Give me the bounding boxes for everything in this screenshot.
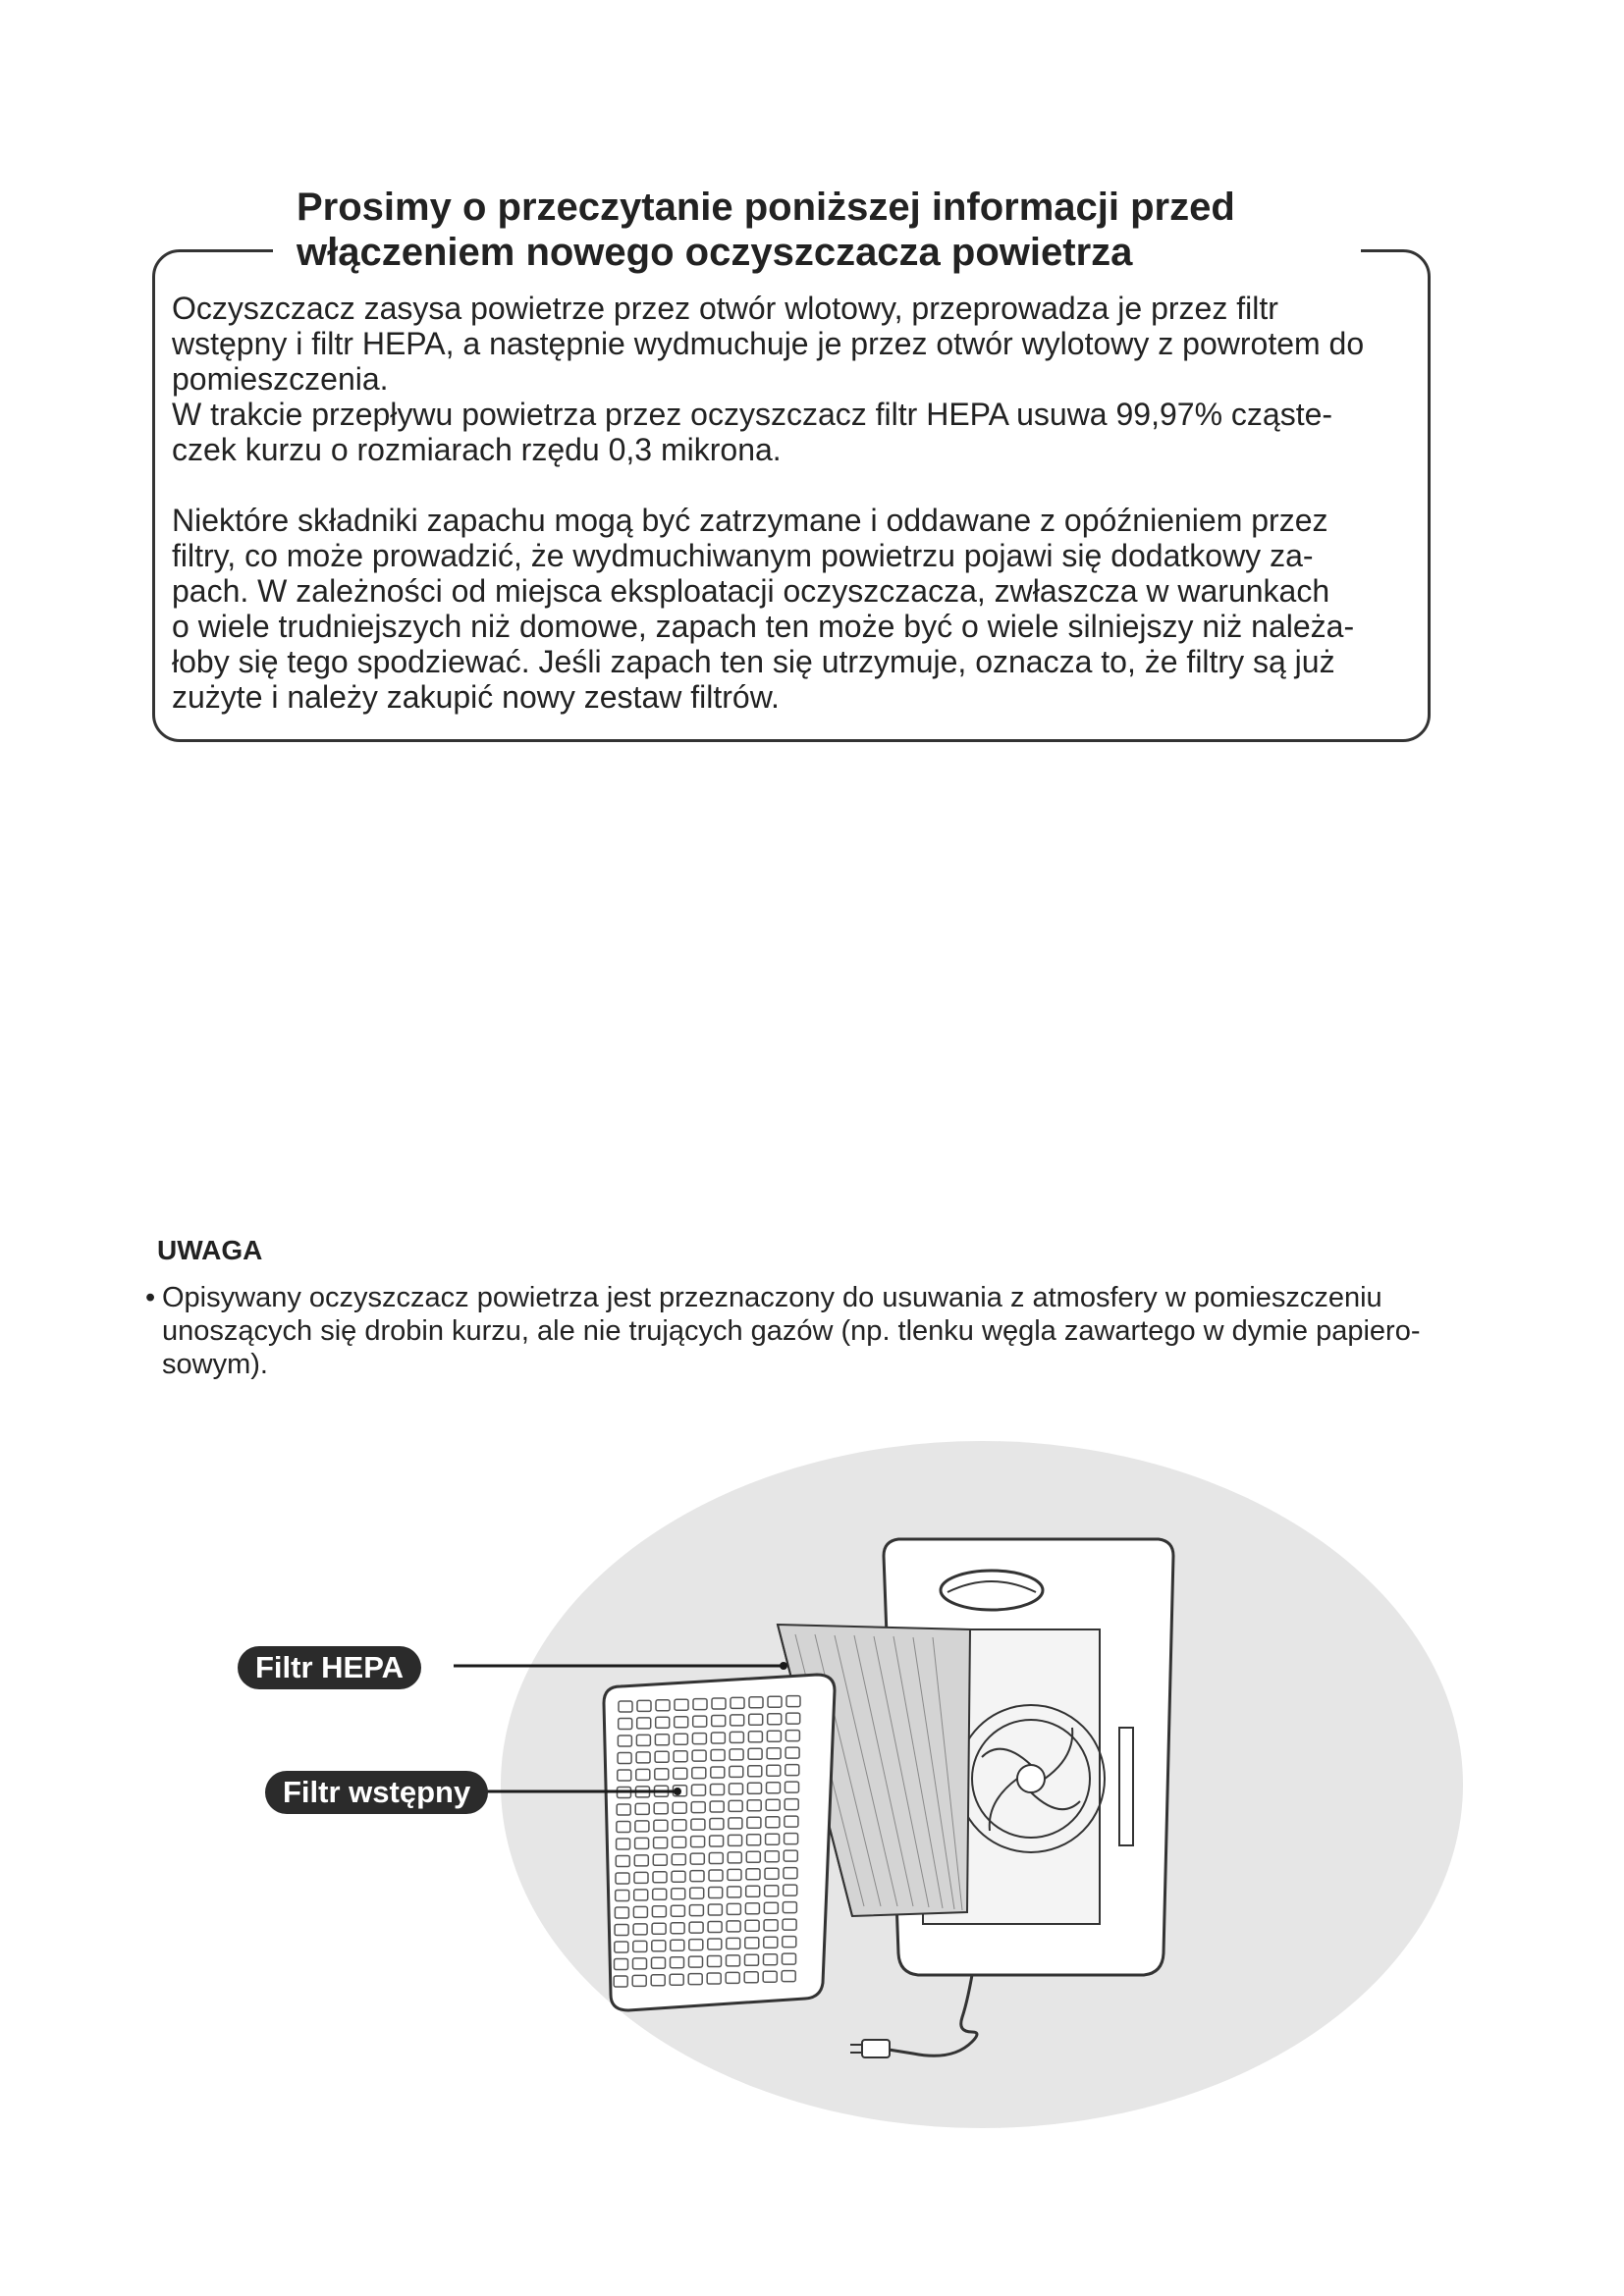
grid-cell bbox=[634, 1872, 648, 1883]
grid-cell bbox=[619, 1719, 632, 1730]
grid-cell bbox=[766, 1834, 780, 1844]
grid-cell bbox=[764, 1902, 778, 1913]
grid-cell bbox=[710, 1819, 724, 1830]
hepa-filter bbox=[778, 1625, 970, 1916]
grid-cell bbox=[786, 1713, 800, 1724]
notice-paragraph-2 bbox=[172, 503, 1419, 715]
grid-cell bbox=[633, 1958, 647, 1969]
grid-cell bbox=[689, 1940, 703, 1950]
grid-cell bbox=[637, 1700, 651, 1711]
grid-cell bbox=[748, 1732, 762, 1742]
grid-cell bbox=[785, 1765, 799, 1776]
grid-cell bbox=[763, 1971, 777, 1982]
grid-cell bbox=[652, 1957, 666, 1968]
grid-cell bbox=[615, 1959, 628, 1970]
grid-cell bbox=[654, 1820, 668, 1831]
grid-cell bbox=[636, 1735, 650, 1745]
grid-cell bbox=[674, 1786, 687, 1796]
grid-cell bbox=[652, 1941, 666, 1951]
grid-cell bbox=[710, 1836, 724, 1846]
text-line: pach. W zależności od miejsca eksploatacji oczyszczacza, zwłaszcza w warunkach bbox=[172, 573, 1330, 609]
grid-cell bbox=[654, 1803, 668, 1814]
grid-cell bbox=[693, 1699, 707, 1710]
grid-cell bbox=[782, 1971, 795, 1982]
warning-title: UWAGA bbox=[157, 1235, 263, 1265]
grid-cell bbox=[784, 1885, 797, 1896]
grid-cell bbox=[748, 1766, 762, 1777]
grid-cell bbox=[653, 1872, 667, 1883]
grid-cell bbox=[731, 1697, 744, 1708]
fan-icon bbox=[957, 1705, 1105, 1852]
grid-cell bbox=[765, 1868, 779, 1879]
grid-cell bbox=[730, 1784, 743, 1794]
notice-title-line: włączeniem nowego oczyszczacza powietrza bbox=[297, 231, 1133, 274]
grid-cell bbox=[637, 1718, 651, 1729]
text-line: sowym). bbox=[162, 1349, 268, 1380]
grid-cell bbox=[727, 1903, 740, 1914]
text-line: Niektóre składniki zapachu mogą być zatrzymane i oddawane z opóźnieniem przez bbox=[172, 503, 1328, 538]
text-line: zużyte i należy zakupić nowy zestaw filtrów. bbox=[172, 679, 780, 715]
grid-cell bbox=[785, 1799, 798, 1810]
grid-cell bbox=[746, 1851, 760, 1862]
grid-cell bbox=[673, 1820, 686, 1831]
grid-cell bbox=[633, 1906, 647, 1917]
grid-cell bbox=[709, 1870, 723, 1881]
grid-cell bbox=[785, 1816, 798, 1827]
grid-cell bbox=[689, 1905, 703, 1916]
grid-cell bbox=[709, 1888, 723, 1898]
purifier-body bbox=[884, 1539, 1173, 1975]
grid-cell bbox=[785, 1747, 799, 1758]
grid-cell bbox=[748, 1748, 762, 1759]
grid-cell bbox=[710, 1801, 724, 1812]
grid-cell bbox=[729, 1800, 742, 1811]
grid-cell bbox=[691, 1837, 705, 1847]
grid-cell bbox=[636, 1787, 650, 1797]
grid-cell bbox=[783, 1937, 796, 1948]
grid-cell bbox=[674, 1768, 687, 1779]
grid-cell bbox=[656, 1717, 670, 1728]
grid-cell bbox=[727, 1955, 740, 1966]
grid-cell bbox=[746, 1886, 760, 1896]
grid-cell bbox=[618, 1788, 631, 1798]
grid-cell bbox=[708, 1939, 722, 1949]
grid-cell bbox=[671, 1923, 684, 1934]
grid-cell bbox=[615, 1925, 628, 1936]
grid-cell bbox=[653, 1889, 667, 1899]
grid-cell bbox=[785, 1834, 798, 1844]
text-line: pomieszczenia. bbox=[172, 361, 389, 397]
grid-cell bbox=[675, 1717, 688, 1728]
grid-cell bbox=[765, 1886, 779, 1896]
text-line: czek kurzu o rozmiarach rzędu 0,3 mikrona. bbox=[172, 432, 782, 467]
text-line: Oczyszczacz zasysa powietrze przez otwór wlotowy, przeprowadza je przez filtr bbox=[172, 291, 1278, 326]
grid-cell bbox=[692, 1768, 706, 1779]
grid-cell bbox=[672, 1871, 685, 1882]
grid-cell bbox=[690, 1888, 704, 1898]
grid-cell bbox=[708, 1956, 722, 1967]
grid-cell bbox=[614, 1976, 627, 1987]
grid-cell bbox=[672, 1854, 685, 1865]
grid-cell bbox=[731, 1715, 744, 1726]
grid-cell bbox=[768, 1696, 782, 1707]
grid-cell bbox=[618, 1735, 631, 1746]
purifier-frame bbox=[923, 1629, 1100, 1924]
grid-cell bbox=[635, 1838, 649, 1848]
grid-cell bbox=[730, 1732, 743, 1742]
grid-cell bbox=[692, 1785, 706, 1795]
text-line: wstępny i filtr HEPA, a następnie wydmuchuje je przez otwór wylotowy z powrotem do bbox=[172, 326, 1365, 361]
grid-cell bbox=[728, 1852, 741, 1863]
grid-cell bbox=[785, 1782, 799, 1792]
notice-title bbox=[273, 185, 1361, 275]
grid-cell bbox=[689, 1922, 703, 1933]
grid-cell bbox=[729, 1835, 742, 1845]
grid-cell bbox=[745, 1938, 759, 1949]
grid-cell bbox=[656, 1700, 670, 1711]
grid-cell bbox=[747, 1800, 761, 1811]
grid-cell bbox=[766, 1817, 780, 1828]
grid-cell bbox=[652, 1923, 666, 1934]
prefilter-panel bbox=[604, 1675, 835, 2010]
text-line: filtry, co może prowadzić, że wydmuchiwanym powietrzu pojawi się dodatkowy za- bbox=[172, 538, 1314, 573]
grid-cell bbox=[712, 1716, 726, 1727]
grid-cell bbox=[617, 1822, 630, 1833]
grid-cell bbox=[688, 1974, 702, 1985]
grid-cell bbox=[655, 1786, 669, 1796]
grid-cell bbox=[712, 1698, 726, 1709]
grid-cell bbox=[711, 1750, 725, 1761]
text-line: unoszących się drobin kurzu, ale nie trujących gazów (np. tlenku węgla zawartego w dymie papiero- bbox=[162, 1315, 1421, 1347]
grid-cell bbox=[673, 1837, 686, 1847]
grid-cell bbox=[633, 1924, 647, 1935]
grid-cell bbox=[670, 1974, 683, 1985]
grid-cell bbox=[746, 1869, 760, 1880]
text-line: łoby się tego spodziewać. Jeśli zapach ten się utrzymuje, oznacza to, że filtry są już bbox=[172, 644, 1335, 679]
grid-cell bbox=[671, 1957, 684, 1968]
grid-cell bbox=[783, 1902, 796, 1913]
grid-cell bbox=[615, 1907, 628, 1918]
grid-cell bbox=[671, 1940, 684, 1950]
grid-cell bbox=[749, 1714, 763, 1725]
grid-cell bbox=[618, 1770, 631, 1781]
grid-cell bbox=[745, 1954, 759, 1965]
grid-cell bbox=[617, 1839, 630, 1849]
grid-cell bbox=[652, 1906, 666, 1917]
grid-cell bbox=[764, 1920, 778, 1931]
grid-cell bbox=[745, 1903, 759, 1914]
grid-cell bbox=[671, 1905, 684, 1916]
grid-cell bbox=[749, 1697, 763, 1708]
grid-cell bbox=[785, 1731, 799, 1741]
grid-cell bbox=[728, 1887, 741, 1897]
grid-cell bbox=[655, 1769, 669, 1780]
grid-cell bbox=[784, 1868, 797, 1879]
grid-cell bbox=[654, 1838, 668, 1848]
grid-cell bbox=[691, 1819, 705, 1830]
grid-cell bbox=[747, 1835, 761, 1845]
grid-cell bbox=[616, 1891, 629, 1901]
grid-cell bbox=[692, 1734, 706, 1744]
prefilter-label: Filtr wstępny bbox=[265, 1771, 488, 1814]
grid-cell bbox=[691, 1802, 705, 1813]
text-line: Opisywany oczyszczacz powietrza jest przeznaczony do usuwania z atmosfery w pomieszczeniu bbox=[162, 1282, 1382, 1313]
grid-cell bbox=[726, 1972, 739, 1983]
notice-title-line: Prosimy o przeczytanie poniższej informacji przed bbox=[297, 186, 1235, 229]
text-line: W trakcie przepływu powietrza przez oczyszczacz filtr HEPA usuwa 99,97% cząste- bbox=[172, 397, 1333, 432]
grid-cell bbox=[616, 1873, 629, 1884]
grid-cell bbox=[634, 1855, 648, 1866]
grid-cell bbox=[633, 1941, 647, 1951]
grid-cell bbox=[767, 1748, 781, 1759]
grid-cell bbox=[707, 1973, 721, 1984]
grid-cell bbox=[674, 1734, 687, 1744]
grid-cell bbox=[783, 1919, 796, 1930]
grid-cell bbox=[635, 1803, 649, 1814]
grid-cell bbox=[730, 1749, 743, 1760]
grid-cell bbox=[636, 1752, 650, 1763]
grid-cell bbox=[619, 1701, 632, 1712]
grid-cell bbox=[728, 1869, 741, 1880]
grid-cell bbox=[618, 1753, 631, 1764]
grid-cell bbox=[727, 1921, 740, 1932]
grid-cell bbox=[653, 1854, 667, 1865]
bullet-icon: • bbox=[145, 1282, 156, 1313]
grid-cell bbox=[767, 1783, 781, 1793]
grid-cell bbox=[765, 1851, 779, 1862]
prefilter-grid bbox=[614, 1696, 800, 1987]
grid-cell bbox=[692, 1750, 706, 1761]
grid-cell bbox=[693, 1716, 707, 1727]
notice-body bbox=[172, 291, 1419, 715]
grid-cell bbox=[675, 1699, 688, 1710]
handle-slot bbox=[941, 1571, 1043, 1610]
grid-cell bbox=[730, 1766, 743, 1777]
hepa-pleats bbox=[795, 1634, 962, 1910]
plug-icon bbox=[850, 2040, 890, 2057]
grid-cell bbox=[784, 1850, 797, 1861]
grid-cell bbox=[747, 1817, 761, 1828]
grid-cell bbox=[634, 1890, 648, 1900]
grid-cell bbox=[766, 1799, 780, 1810]
grid-cell bbox=[636, 1769, 650, 1780]
grid-cell bbox=[655, 1751, 669, 1762]
grid-cell bbox=[783, 1953, 796, 1964]
grid-cell bbox=[617, 1804, 630, 1815]
grid-cell bbox=[689, 1956, 703, 1967]
grid-cell bbox=[767, 1731, 781, 1741]
grid-cell bbox=[708, 1922, 722, 1933]
grid-cell bbox=[748, 1783, 762, 1793]
grid-cell bbox=[711, 1767, 725, 1778]
hepa-filter-label: Filtr HEPA bbox=[238, 1646, 421, 1689]
grid-cell bbox=[764, 1937, 778, 1948]
grid-cell bbox=[768, 1714, 782, 1725]
grid-cell bbox=[690, 1853, 704, 1864]
grid-cell bbox=[709, 1853, 723, 1864]
grid-cell bbox=[744, 1972, 758, 1983]
grid-cell bbox=[635, 1821, 649, 1832]
background-disc bbox=[501, 1441, 1463, 2128]
grid-cell bbox=[673, 1802, 686, 1813]
grid-cell bbox=[655, 1735, 669, 1745]
grid-cell bbox=[767, 1765, 781, 1776]
grid-cell bbox=[651, 1975, 665, 1986]
grid-cell bbox=[615, 1942, 628, 1952]
grid-cell bbox=[727, 1938, 740, 1949]
grid-cell bbox=[708, 1904, 722, 1915]
text-line: o wiele trudniejszych niż domowe, zapach ten może być o wiele silniejszy niż należa- bbox=[172, 609, 1355, 644]
grid-cell bbox=[632, 1975, 646, 1986]
grid-cell bbox=[674, 1751, 687, 1762]
grid-cell bbox=[672, 1889, 685, 1899]
grid-cell bbox=[729, 1818, 742, 1829]
warning-text bbox=[145, 1281, 1500, 1381]
grid-cell bbox=[711, 1733, 725, 1743]
grid-cell bbox=[764, 1954, 778, 1965]
grid-cell bbox=[745, 1920, 759, 1931]
grid-cell bbox=[690, 1871, 704, 1882]
grid-cell bbox=[711, 1785, 725, 1795]
grid-cell bbox=[786, 1696, 800, 1707]
power-cord bbox=[889, 1975, 977, 2056]
notice-paragraph-1 bbox=[172, 291, 1419, 467]
grid-cell bbox=[616, 1856, 629, 1867]
